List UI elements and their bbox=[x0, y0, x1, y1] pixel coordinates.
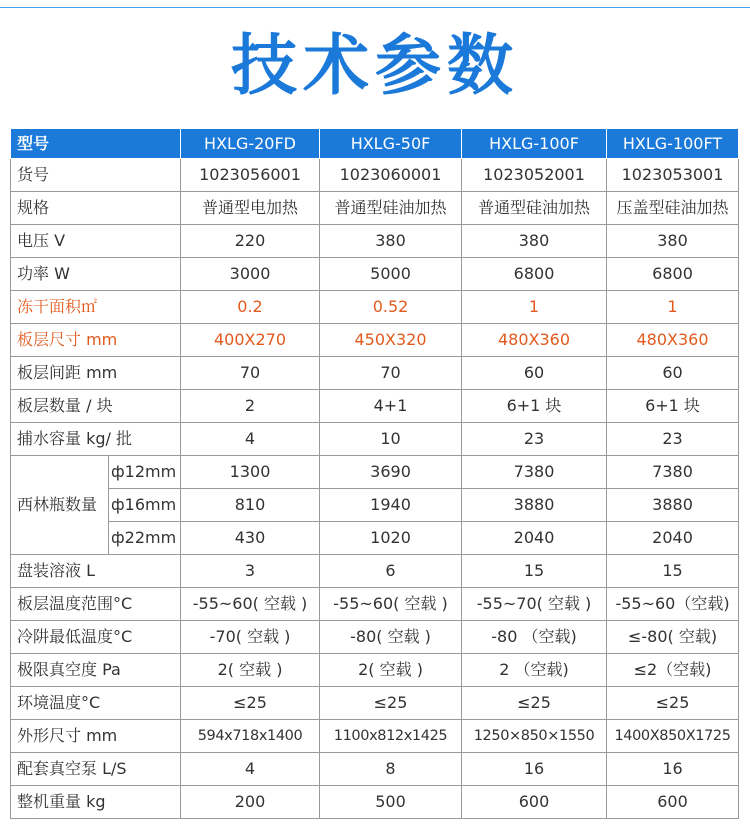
table-row bbox=[11, 720, 739, 753]
row-value: 500 bbox=[320, 786, 462, 819]
row-value: 380 bbox=[320, 225, 462, 258]
row-value: 380 bbox=[607, 225, 739, 258]
row-value: 1 bbox=[607, 291, 739, 324]
row-value: 810 bbox=[181, 489, 320, 522]
row-value: 3690 bbox=[320, 456, 462, 489]
page-title: 技术参数 bbox=[231, 27, 519, 104]
row-label: 盘装溶液 L bbox=[11, 555, 181, 588]
row-label: 板层尺寸 mm bbox=[11, 324, 181, 357]
row-value: -70( 空载 ) bbox=[181, 621, 320, 654]
row-label: 极限真空度 Pa bbox=[11, 654, 181, 687]
table-row bbox=[11, 522, 739, 555]
table-row bbox=[11, 687, 739, 720]
table-row bbox=[11, 192, 739, 225]
row-value: 普通型硅油加热 bbox=[462, 192, 607, 225]
row-value: 600 bbox=[462, 786, 607, 819]
row-value: 8 bbox=[320, 753, 462, 786]
vial-group-label: 西林瓶数量 bbox=[11, 456, 109, 555]
row-value: 380 bbox=[462, 225, 607, 258]
table-row bbox=[11, 159, 739, 192]
row-label: 货号 bbox=[11, 159, 181, 192]
row-value: 1250×850×1550 bbox=[462, 720, 607, 753]
row-value: 0.2 bbox=[181, 291, 320, 324]
model-name: HXLG-20FD bbox=[181, 129, 320, 159]
row-value: -55~60( 空载 ) bbox=[181, 588, 320, 621]
table-row bbox=[11, 258, 739, 291]
table-row bbox=[11, 324, 739, 357]
vial-size-label: ф22mm bbox=[109, 522, 181, 555]
row-value: 6800 bbox=[462, 258, 607, 291]
row-label: 电压 V bbox=[11, 225, 181, 258]
row-label: 板层间距 mm bbox=[11, 357, 181, 390]
row-value: ≤2（空载) bbox=[607, 654, 739, 687]
model-name: HXLG-100F bbox=[462, 129, 607, 159]
table-row bbox=[11, 588, 739, 621]
row-value: 60 bbox=[462, 357, 607, 390]
row-value: 220 bbox=[181, 225, 320, 258]
row-value: 23 bbox=[607, 423, 739, 456]
row-value: 3880 bbox=[607, 489, 739, 522]
row-label: 配套真空泵 L/S bbox=[11, 753, 181, 786]
table-row bbox=[11, 621, 739, 654]
row-value: 15 bbox=[462, 555, 607, 588]
model-name: HXLG-50F bbox=[320, 129, 462, 159]
row-value: 1020 bbox=[320, 522, 462, 555]
row-value: -80( 空载 ) bbox=[320, 621, 462, 654]
row-label: 冻干面积㎡ bbox=[11, 291, 181, 324]
row-value: 1023060001 bbox=[320, 159, 462, 192]
row-value: 70 bbox=[320, 357, 462, 390]
row-value: 0.52 bbox=[320, 291, 462, 324]
row-value: 60 bbox=[607, 357, 739, 390]
row-value: 1023053001 bbox=[607, 159, 739, 192]
row-value: 480X360 bbox=[462, 324, 607, 357]
row-value: 16 bbox=[462, 753, 607, 786]
table-row bbox=[11, 555, 739, 588]
row-value: 450X320 bbox=[320, 324, 462, 357]
row-value: 7380 bbox=[607, 456, 739, 489]
vial-size-label: ф12mm bbox=[109, 456, 181, 489]
row-value: ≤25 bbox=[462, 687, 607, 720]
table-row bbox=[11, 357, 739, 390]
table-row bbox=[11, 654, 739, 687]
row-value: 1940 bbox=[320, 489, 462, 522]
row-value: 4+1 bbox=[320, 390, 462, 423]
row-value: 2 bbox=[181, 390, 320, 423]
row-value: ≤25 bbox=[320, 687, 462, 720]
table-row bbox=[11, 390, 739, 423]
row-value: 23 bbox=[462, 423, 607, 456]
row-value: 6+1 块 bbox=[462, 390, 607, 423]
row-label: 环境温度°C bbox=[11, 687, 181, 720]
row-value: 400X270 bbox=[181, 324, 320, 357]
row-label: 功率 W bbox=[11, 258, 181, 291]
row-value: 6800 bbox=[607, 258, 739, 291]
row-value: 7380 bbox=[462, 456, 607, 489]
row-label: 外形尺寸 mm bbox=[11, 720, 181, 753]
row-value: 1400X850X1725 bbox=[607, 720, 739, 753]
row-value: 3880 bbox=[462, 489, 607, 522]
table-header-row bbox=[11, 129, 739, 159]
row-value: 480X360 bbox=[607, 324, 739, 357]
row-value: 594x718x1400 bbox=[181, 720, 320, 753]
spec-table bbox=[10, 128, 739, 819]
model-name: HXLG-100FT bbox=[607, 129, 739, 159]
row-value: 5000 bbox=[320, 258, 462, 291]
row-value: 6 bbox=[320, 555, 462, 588]
table-row bbox=[11, 489, 739, 522]
table-row bbox=[11, 291, 739, 324]
row-value: 2 （空载) bbox=[462, 654, 607, 687]
row-label: 板层温度范围°C bbox=[11, 588, 181, 621]
row-label: 板层数量 / 块 bbox=[11, 390, 181, 423]
row-value: 2040 bbox=[462, 522, 607, 555]
row-value: -55~70( 空载 ) bbox=[462, 588, 607, 621]
table-row bbox=[11, 786, 739, 819]
row-value: 1 bbox=[462, 291, 607, 324]
header-label: 型号 bbox=[11, 129, 181, 159]
row-value: 2040 bbox=[607, 522, 739, 555]
row-value: 1300 bbox=[181, 456, 320, 489]
row-value: 3 bbox=[181, 555, 320, 588]
table-row bbox=[11, 423, 739, 456]
row-value: 3000 bbox=[181, 258, 320, 291]
row-value: 普通型电加热 bbox=[181, 192, 320, 225]
row-value: 4 bbox=[181, 753, 320, 786]
row-label: 规格 bbox=[11, 192, 181, 225]
row-value: 压盖型硅油加热 bbox=[607, 192, 739, 225]
row-value: 200 bbox=[181, 786, 320, 819]
row-value: 2( 空载 ) bbox=[181, 654, 320, 687]
row-value: -55~60( 空载 ) bbox=[320, 588, 462, 621]
row-value: 70 bbox=[181, 357, 320, 390]
row-value: 4 bbox=[181, 423, 320, 456]
row-value: 普通型硅油加热 bbox=[320, 192, 462, 225]
row-value: 1023052001 bbox=[462, 159, 607, 192]
row-value: 10 bbox=[320, 423, 462, 456]
row-value: 6+1 块 bbox=[607, 390, 739, 423]
row-value: ≤25 bbox=[607, 687, 739, 720]
vial-size-label: ф16mm bbox=[109, 489, 181, 522]
table-row bbox=[11, 753, 739, 786]
spec-table-body bbox=[11, 129, 739, 819]
row-value: 600 bbox=[607, 786, 739, 819]
top-divider-line bbox=[0, 7, 750, 8]
row-label: 冷阱最低温度°C bbox=[11, 621, 181, 654]
row-value: ≤-80( 空载) bbox=[607, 621, 739, 654]
row-value: 1100x812x1425 bbox=[320, 720, 462, 753]
row-value: -55~60（空载) bbox=[607, 588, 739, 621]
row-value: 1023056001 bbox=[181, 159, 320, 192]
row-label: 整机重量 kg bbox=[11, 786, 181, 819]
table-row bbox=[11, 456, 739, 489]
row-label: 捕水容量 kg/ 批 bbox=[11, 423, 181, 456]
row-value: 16 bbox=[607, 753, 739, 786]
row-value: ≤25 bbox=[181, 687, 320, 720]
row-value: 2( 空载 ) bbox=[320, 654, 462, 687]
table-row bbox=[11, 225, 739, 258]
row-value: -80 （空载) bbox=[462, 621, 607, 654]
row-value: 430 bbox=[181, 522, 320, 555]
row-value: 15 bbox=[607, 555, 739, 588]
